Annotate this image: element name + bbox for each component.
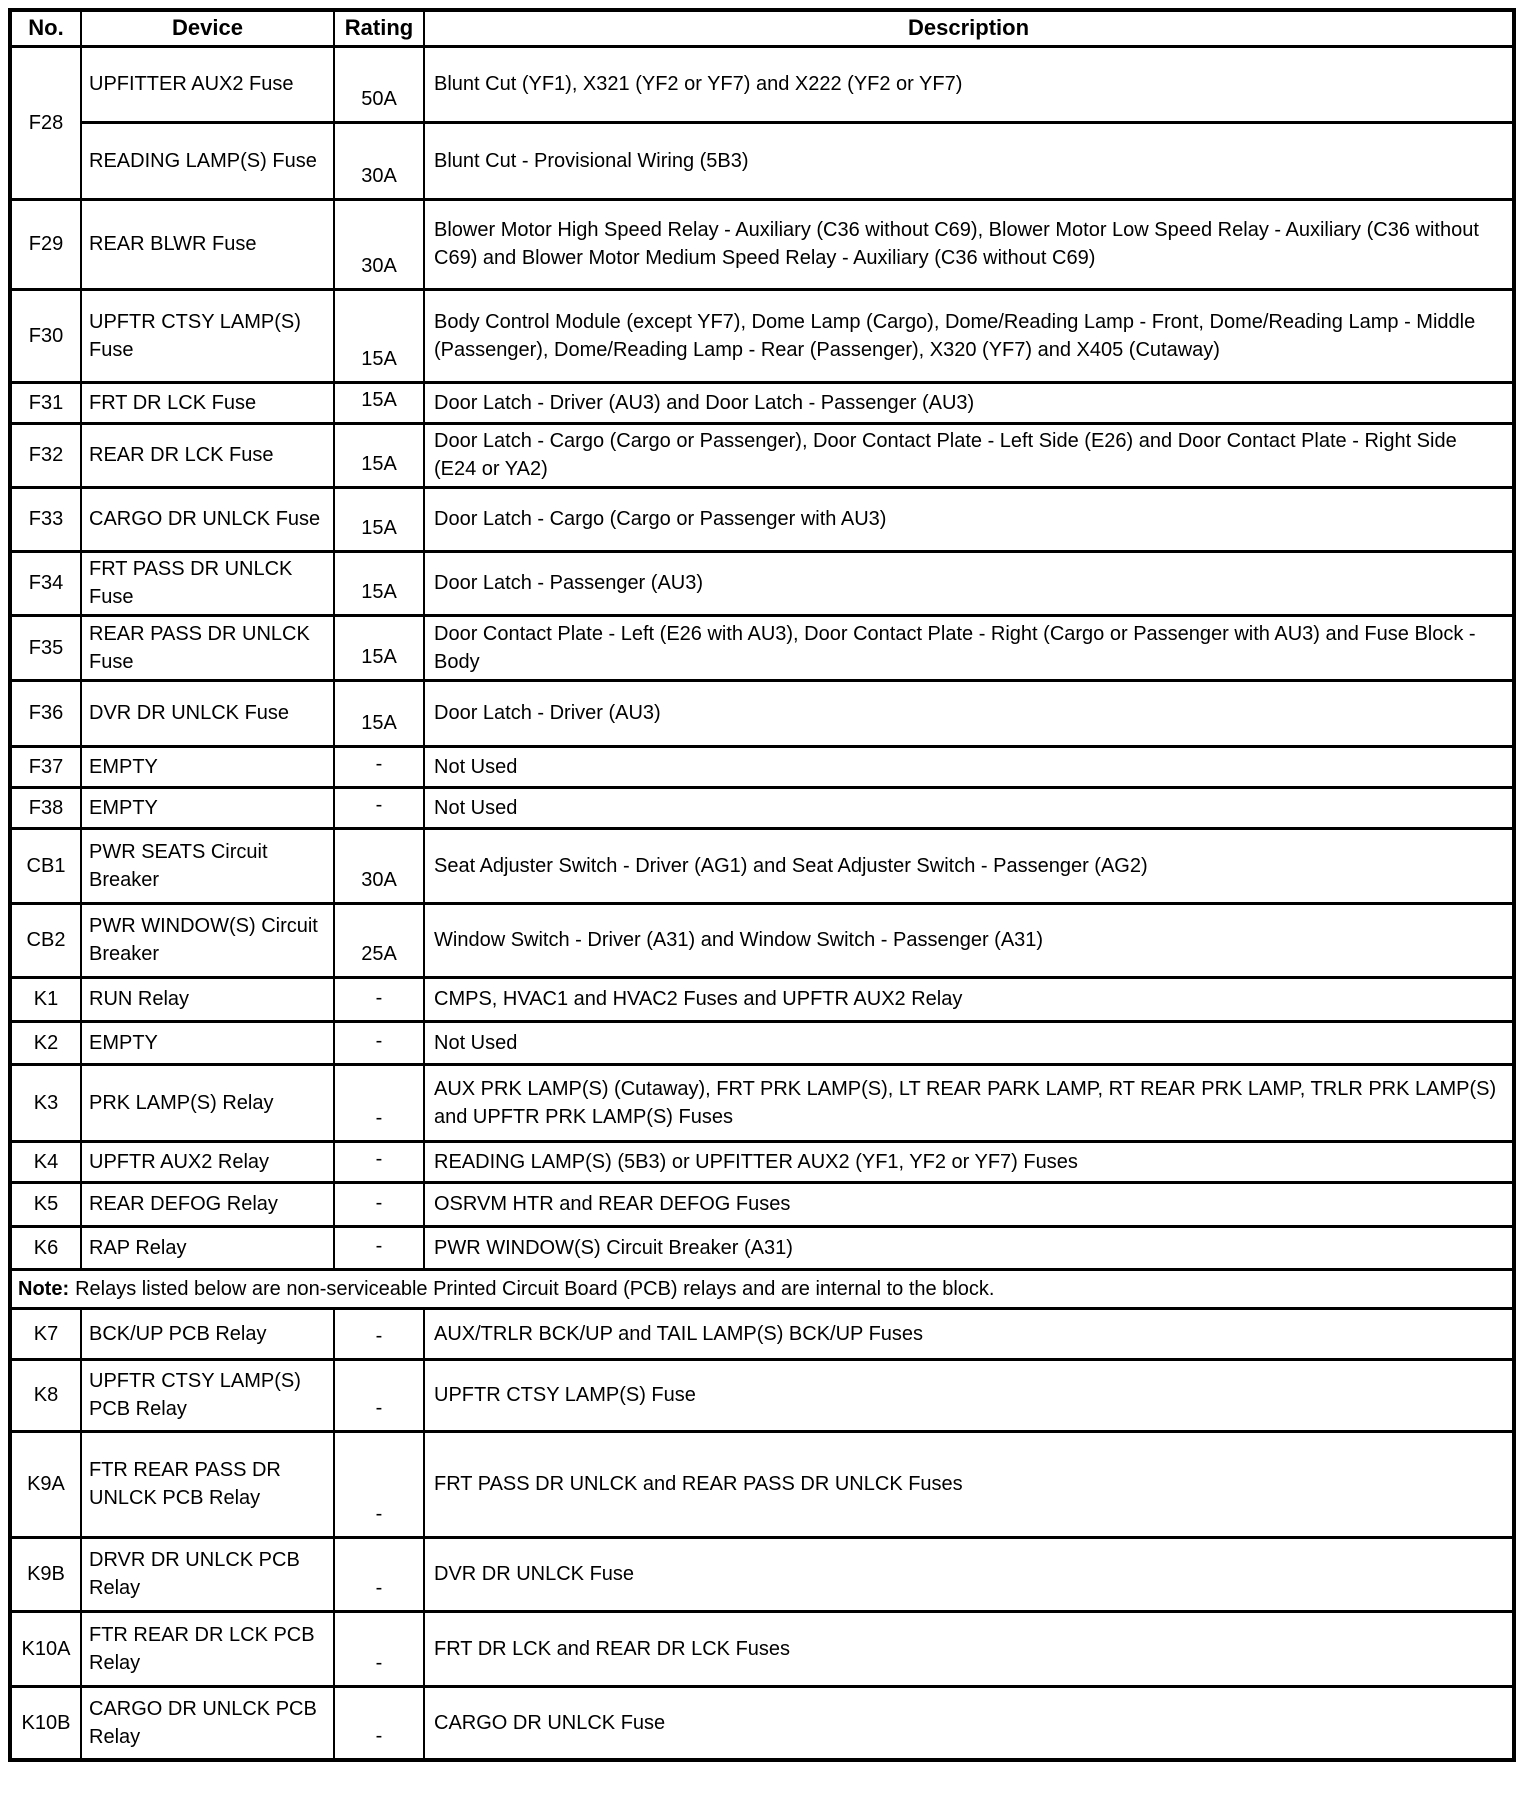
row-device: EMPTY [81, 1021, 334, 1064]
table-row [10, 1182, 1514, 1226]
row-rating: 15A [334, 615, 424, 680]
row-rating: - [334, 977, 424, 1021]
row-rating: - [334, 1182, 424, 1226]
row-device: EMPTY [81, 787, 334, 828]
row-rating: 50A [334, 46, 424, 122]
row-device: FTR REAR DR LCK PCB Relay [81, 1611, 334, 1686]
table-row [10, 1611, 1514, 1686]
row-description: FRT PASS DR UNLCK and REAR PASS DR UNLCK Fuses [424, 1431, 1514, 1537]
row-description: DVR DR UNLCK Fuse [424, 1537, 1514, 1611]
row-device: FRT PASS DR UNLCK Fuse [81, 551, 334, 615]
row-description: OSRVM HTR and REAR DEFOG Fuses [424, 1182, 1514, 1226]
row-description: CMPS, HVAC1 and HVAC2 Fuses and UPFTR AUX2 Relay [424, 977, 1514, 1021]
row-rating: - [334, 1064, 424, 1141]
row-no: CB2 [10, 903, 81, 977]
row-no: K5 [10, 1182, 81, 1226]
row-rating: 15A [334, 289, 424, 382]
table-row [10, 1021, 1514, 1064]
note-text: Relays listed below are non-serviceable Printed Circuit Board (PCB) relays and are internal to the block. [75, 1277, 995, 1300]
row-rating: 15A [334, 551, 424, 615]
table-row [10, 199, 1514, 289]
row-rating: 15A [334, 382, 424, 423]
note-label: Note: [18, 1277, 70, 1300]
row-device: PWR SEATS Circuit Breaker [81, 828, 334, 903]
row-rating: 15A [334, 680, 424, 746]
header-rating: Rating [334, 10, 424, 46]
table-row [10, 551, 1514, 615]
table-row [10, 903, 1514, 977]
row-device: REAR DR LCK Fuse [81, 423, 334, 487]
row-no: K4 [10, 1141, 81, 1182]
row-description: Door Latch - Cargo (Cargo or Passenger with AU3) [424, 487, 1514, 551]
row-rating: - [334, 787, 424, 828]
row-description: Door Latch - Cargo (Cargo or Passenger), Door Contact Plate - Left Side (E26) and Door Contact Plate - Right Side (E24 or YA2) [424, 423, 1514, 487]
row-rating: - [334, 1431, 424, 1537]
row-rating: - [334, 1308, 424, 1359]
row-device: REAR BLWR Fuse [81, 199, 334, 289]
row-no: F38 [10, 787, 81, 828]
row-no: K9B [10, 1537, 81, 1611]
table-row [10, 680, 1514, 746]
row-device: UPFTR CTSY LAMP(S) Fuse [81, 289, 334, 382]
row-device: CARGO DR UNLCK Fuse [81, 487, 334, 551]
row-description: Blunt Cut (YF1), X321 (YF2 or YF7) and X222 (YF2 or YF7) [424, 46, 1514, 122]
table-row [10, 382, 1514, 423]
row-description: AUX PRK LAMP(S) (Cutaway), FRT PRK LAMP(S), LT REAR PARK LAMP, RT REAR PRK LAMP, TRLR PRK LAMP(S) and UPFTR PRK LAMP(S) Fuses [424, 1064, 1514, 1141]
row-device: EMPTY [81, 746, 334, 787]
row-description: PWR WINDOW(S) Circuit Breaker (A31) [424, 1226, 1514, 1269]
row-description: Door Latch - Driver (AU3) and Door Latch - Passenger (AU3) [424, 382, 1514, 423]
table-row [10, 289, 1514, 382]
row-description: Seat Adjuster Switch - Driver (AG1) and Seat Adjuster Switch - Passenger (AG2) [424, 828, 1514, 903]
row-device: UPFTR CTSY LAMP(S) PCB Relay [81, 1359, 334, 1431]
header-no: No. [10, 10, 81, 46]
row-description: Blunt Cut - Provisional Wiring (5B3) [424, 122, 1514, 199]
row-no: F35 [10, 615, 81, 680]
row-device: REAR PASS DR UNLCK Fuse [81, 615, 334, 680]
row-no: F36 [10, 680, 81, 746]
row-no: K3 [10, 1064, 81, 1141]
header-row [10, 10, 1514, 46]
row-description: Window Switch - Driver (A31) and Window Switch - Passenger (A31) [424, 903, 1514, 977]
row-device: CARGO DR UNLCK PCB Relay [81, 1686, 334, 1760]
row-no: F33 [10, 487, 81, 551]
row-device: DVR DR UNLCK Fuse [81, 680, 334, 746]
row-description: FRT DR LCK and REAR DR LCK Fuses [424, 1611, 1514, 1686]
row-description: Blower Motor High Speed Relay - Auxiliary (C36 without C69), Blower Motor Low Speed Relay - Auxiliary (C36 without C69) and Blower Motor Medium Speed Relay - Auxiliary (C36 without C69) [424, 199, 1514, 289]
table-row [10, 1537, 1514, 1611]
row-rating: 30A [334, 122, 424, 199]
row-device: BCK/UP PCB Relay [81, 1308, 334, 1359]
row-description: CARGO DR UNLCK Fuse [424, 1686, 1514, 1760]
row-device: READING LAMP(S) Fuse [81, 122, 334, 199]
row-no: F32 [10, 423, 81, 487]
row-no: K1 [10, 977, 81, 1021]
row-device: FRT DR LCK Fuse [81, 382, 334, 423]
table-row [10, 977, 1514, 1021]
row-device: FTR REAR PASS DR UNLCK PCB Relay [81, 1431, 334, 1537]
row-no: F34 [10, 551, 81, 615]
table-row [10, 1686, 1514, 1760]
row-no: F28 [10, 46, 81, 199]
row-no: CB1 [10, 828, 81, 903]
row-description: Door Contact Plate - Left (E26 with AU3), Door Contact Plate - Right (Cargo or Passenger with AU3) and Fuse Block - Body [424, 615, 1514, 680]
table-row [10, 746, 1514, 787]
row-rating: - [334, 1537, 424, 1611]
header-device: Device [81, 10, 334, 46]
row-no: K10A [10, 1611, 81, 1686]
row-description: Not Used [424, 746, 1514, 787]
note-cell [10, 1269, 1514, 1308]
row-rating: 15A [334, 423, 424, 487]
table-row [10, 423, 1514, 487]
row-no: K7 [10, 1308, 81, 1359]
row-rating: - [334, 746, 424, 787]
row-no: F29 [10, 199, 81, 289]
row-device: REAR DEFOG Relay [81, 1182, 334, 1226]
row-rating: - [334, 1359, 424, 1431]
row-no: K10B [10, 1686, 81, 1760]
row-no: F37 [10, 746, 81, 787]
row-rating: 15A [334, 487, 424, 551]
row-description: UPFTR CTSY LAMP(S) Fuse [424, 1359, 1514, 1431]
row-device: UPFITTER AUX2 Fuse [81, 46, 334, 122]
table-row [10, 615, 1514, 680]
table-row [10, 1431, 1514, 1537]
row-no: F31 [10, 382, 81, 423]
row-no: K6 [10, 1226, 81, 1269]
table-row [10, 1064, 1514, 1141]
row-no: K8 [10, 1359, 81, 1431]
table-row [10, 1359, 1514, 1431]
row-rating: 25A [334, 903, 424, 977]
row-rating: - [334, 1021, 424, 1064]
row-description: READING LAMP(S) (5B3) or UPFITTER AUX2 (YF1, YF2 or YF7) Fuses [424, 1141, 1514, 1182]
row-description: Door Latch - Passenger (AU3) [424, 551, 1514, 615]
note-row [10, 1269, 1514, 1308]
row-rating: - [334, 1611, 424, 1686]
fuse-relay-table [8, 8, 1516, 1762]
table-row [10, 828, 1514, 903]
row-description: Not Used [424, 1021, 1514, 1064]
row-device: DRVR DR UNLCK PCB Relay [81, 1537, 334, 1611]
row-device: RAP Relay [81, 1226, 334, 1269]
row-rating: - [334, 1141, 424, 1182]
row-device: PRK LAMP(S) Relay [81, 1064, 334, 1141]
row-device: RUN Relay [81, 977, 334, 1021]
row-rating: - [334, 1226, 424, 1269]
table-row [10, 46, 1514, 122]
row-no: K2 [10, 1021, 81, 1064]
table-row [10, 1308, 1514, 1359]
table-row [10, 1226, 1514, 1269]
row-description: Not Used [424, 787, 1514, 828]
row-description: Door Latch - Driver (AU3) [424, 680, 1514, 746]
row-description: Body Control Module (except YF7), Dome Lamp (Cargo), Dome/Reading Lamp - Front, Dome/Reading Lamp - Middle (Passenger), Dome/Reading Lamp - Rear (Passenger), X320 (YF7) and X405 (Cutaway) [424, 289, 1514, 382]
table-row [10, 1141, 1514, 1182]
row-rating: 30A [334, 199, 424, 289]
table-row [10, 787, 1514, 828]
row-device: PWR WINDOW(S) Circuit Breaker [81, 903, 334, 977]
row-device: UPFTR AUX2 Relay [81, 1141, 334, 1182]
row-no: F30 [10, 289, 81, 382]
row-rating: 30A [334, 828, 424, 903]
row-no: K9A [10, 1431, 81, 1537]
table-row [10, 487, 1514, 551]
row-rating: - [334, 1686, 424, 1760]
table-row [10, 122, 1514, 199]
header-description: Description [424, 10, 1514, 46]
row-description: AUX/TRLR BCK/UP and TAIL LAMP(S) BCK/UP Fuses [424, 1308, 1514, 1359]
